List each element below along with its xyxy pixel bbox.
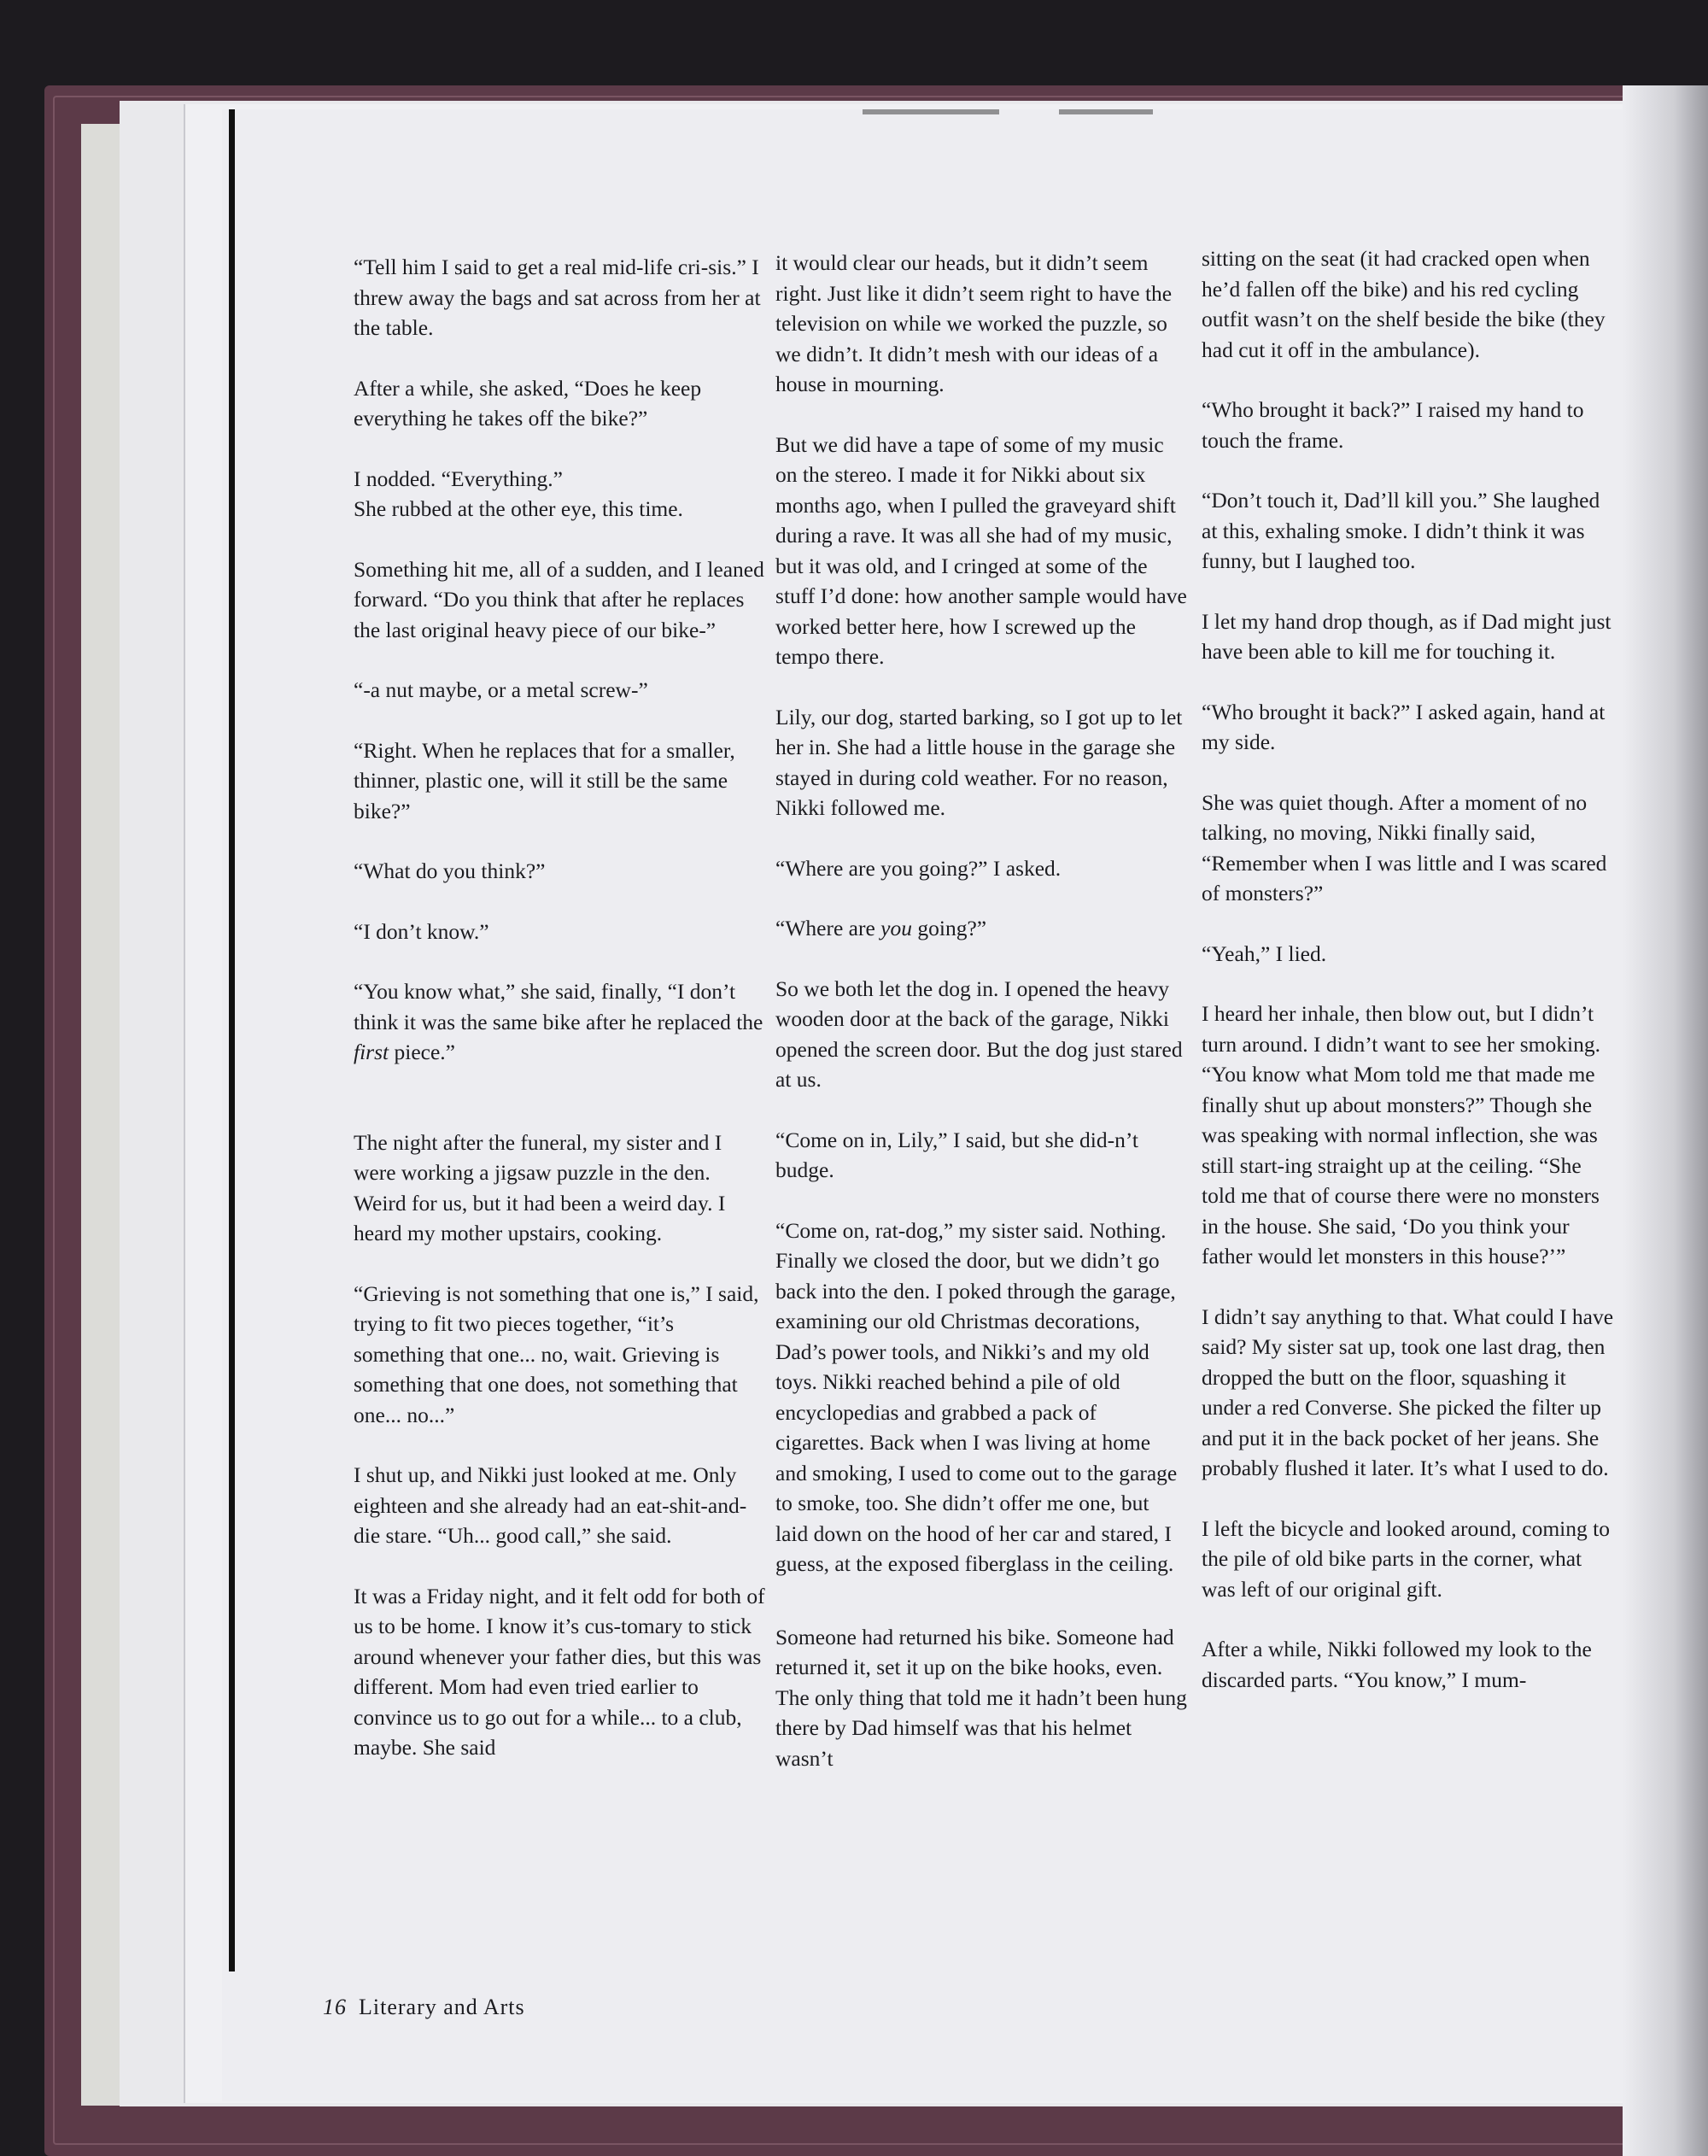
paragraph: “Don’t touch it, Dad’ll kill you.” She laughed at this, exhaling smoke. I didn’t think it was funny, but I laughed too. [1202,488,1600,573]
paragraph: After a while, Nikki followed my look to the discarded parts. “You know,” I mum- [1202,1637,1592,1692]
paragraph: I left the bicycle and looked around, coming to the pile of old bike parts in the corner, what was left of our original gift. [1202,1515,1610,1602]
paragraph: I let my hand drop though, as if Dad might just have been able to kill me for touching it. [1202,608,1611,664]
paragraph-line: She rubbed at the other eye, this time. [354,496,683,521]
paragraph-line: I nodded. “Everything.” [354,466,564,491]
paragraph: “Who brought it back?” I raised my hand to touch the frame. [1202,397,1584,453]
paragraph: it would clear our heads, but it didn’t seem right. Just like it didn’t seem right to have the television on while we worked the puzzle, so we didn’t. It didn’t mesh with our ideas of a house in mourning. [775,250,1173,396]
paragraph: After a while, she asked, “Does he keep everything he takes off the bike?” [354,375,702,431]
header-bleed-mark [863,109,999,114]
paragraph: sitting on the seat (it had cracked open when he’d fallen off the bike) and his red cycling outfit wasn’t on the shelf beside the bike (they had cut it off in the ambulance). [1202,246,1606,362]
page-curl-shadow [1623,85,1708,2156]
page-number: 16 [323,1995,347,2019]
paragraph: “-a nut maybe, or a metal screw-” [354,677,648,702]
header-bleed-mark [1059,109,1153,114]
page-footer [323,1995,525,2020]
paragraph-text: going?” [911,916,987,940]
paragraph: I heard her inhale, then blow out, but I didn’t turn around. I didn’t want to see her smoking. “You know what Mom told me that made me finally shut up about monsters?” Though she was speaking with normal inflection, she was still start-ing straight up at the ceiling. “She told me that of course there were no monsters in the house. She said, ‘Do you think your father would let monsters in this house?’” [1202,1001,1600,1268]
text-column-2 [775,248,1187,1803]
paragraph: The night after the funeral, my sister and I were working a jigsaw puzzle in the den. Weird for us, but it had been a weird day. I heard my mother upstairs, cooking. [354,1129,726,1245]
paragraph: Someone had returned his bike. Someone had returned it, set it up on the bike hooks, even. The only thing that told me it hadn’t been hung there by Dad himself was that his helmet wasn’t [775,1624,1187,1771]
paragraph: “Come on in, Lily,” I said, but she did-n’t budge. [775,1127,1138,1182]
paragraph: So we both let the dog in. I opened the heavy wooden door at the back of the garage, Nikki opened the screen door. But the dog just stared at us. [775,975,1183,1092]
emphasis: first [354,1040,389,1064]
paragraph: “Who brought it back?” I asked again, hand at my side. [1202,699,1606,754]
paragraph [354,976,765,1068]
paragraph: I didn’t say anything to that. What could I have said? My sister sat up, took one last drag, then dropped the butt on the floor, squashing it under a red Converse. She picked the filter up and put it in the back pocket of her jeans. She probably flushed it later. It’s what I used to do. [1202,1304,1614,1480]
paragraph: “Where are you going?” I asked. [775,855,1062,881]
paragraph: She was quiet though. After a moment of no talking, no moving, Nikki finally said, “Remember when I was little and I was scared of monsters?” [1202,789,1607,905]
text-column-3 [1202,243,1620,1725]
paragraph: I shut up, and Nikki just looked at me. Only eighteen and she already had an eat-shit-and-die stare. “Uh... good call,” she said. [354,1462,747,1548]
paragraph: “Right. When he replaces that for a smaller, thinner, plastic one, will it still be the same bike?” [354,737,735,823]
paragraph: Something hit me, all of a sudden, and I leaned forward. “Do you think that after he replaces the last original heavy piece of our bike-” [354,556,764,642]
paragraph: “Tell him I said to get a real mid-life cri-sis.” I threw away the bags and sat across from her at the table. [354,255,761,340]
emphasis: you [880,916,912,940]
paragraph-text: piece.” [389,1040,455,1064]
paragraph [775,913,1187,944]
text-column-1 [354,252,765,1793]
paragraph: It was a Friday night, and it felt odd for both of us to be home. I know it’s cus-tomary to stick around whenever your father dies, but this was different. Mom had even tried earlier to convince us to go out for a while... to a club, maybe. She said [354,1583,765,1760]
paragraph: “I don’t know.” [354,918,489,944]
paragraph: “Come on, rat-dog,” my sister said. Nothing. Finally we closed the door, but we didn’t go back into the den. I poked through the garage, examining our old Christmas decorations, Dad’s power tools, and Nikki’s and my old toys. Nikki reached behind a pile of old encyclopedias and grabbed a pack of cigarettes. Back when I was living at home and smoking, I used to come out to the garage to smoke, too. She didn’t offer me one, but laid down on the hood of her car and stared, I guess, at the exposed fiberglass in the ceiling. [775,1217,1178,1576]
paragraph: But we did have a tape of some of my music on the stereo. I made it for Nikki about six months ago, when I pulled the graveyard shift during a rave. It was all she had of my music, but it was old, and I cringed at some of the stuff I’d done: how another sample would have worked better here, how I screwed up the tempo there. [775,431,1187,669]
paragraph [354,464,765,524]
paragraph: “Yeah,” I lied. [1202,940,1327,966]
paragraph-text: “You know what,” she said, finally, “I don’t think it was the same bike after he replaced the [354,979,763,1034]
paragraph: Lily, our dog, started barking, so I got up to let her in. She had a little house in the garage she stayed in during cold weather. For no reason, Nikki followed me. [775,704,1183,820]
paragraph-text: “Where are [775,916,881,940]
section-title: Literary and Arts [359,1995,525,2019]
paragraph: “What do you think?” [354,858,546,883]
paragraph: “Grieving is not something that one is,” I said, trying to fit two pieces together, “it’s something that one... no, wait. Grieving is something that one does, not something that one... no...” [354,1280,759,1427]
page-binding-edge [229,109,235,1971]
